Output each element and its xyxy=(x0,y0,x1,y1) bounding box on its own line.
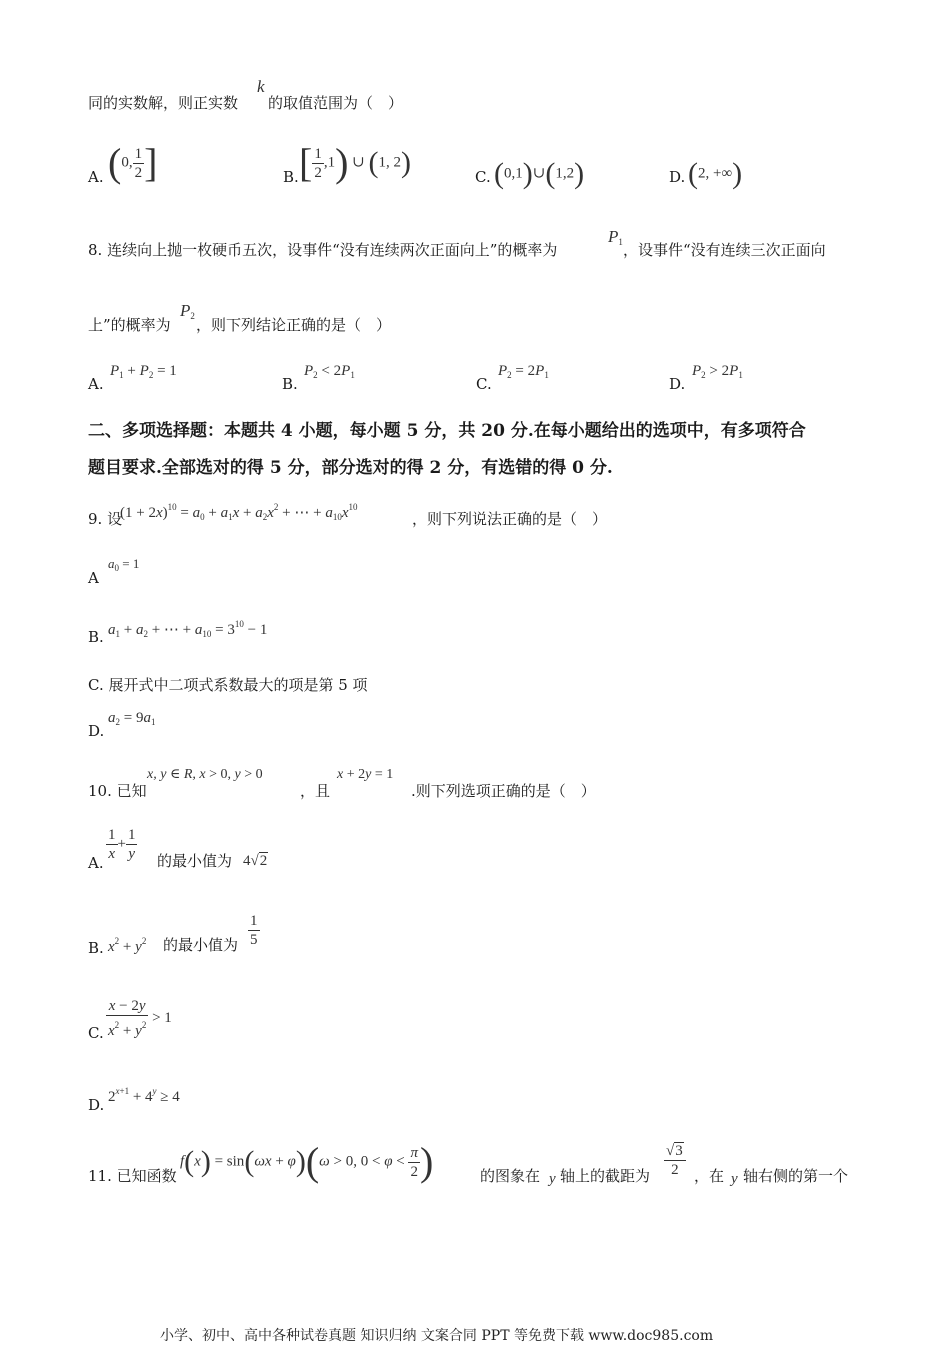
q10-option-c-label[interactable]: C. xyxy=(88,1024,104,1042)
q8-option-c-math: $P_2 = 2P_1$ xyxy=(498,363,549,380)
q10-option-b-value: $\frac{1}{5}$ xyxy=(250,913,258,948)
q10-option-b-math: $x^2 + y^2$ xyxy=(108,936,147,955)
q8-option-d-label[interactable]: D. xyxy=(669,375,686,393)
q8-p2: $P_2$ xyxy=(180,301,195,321)
section-2-heading-line1: 二、多项选择题：本题共 4 小题，每小题 5 分，共 20 分.在每小题给出的选项中，有多项符合 xyxy=(88,421,806,441)
page-footer: 小学、初中、高中各种试卷真题 知识归纳 文案合同 PPT 等免费下载 www.doc985.com xyxy=(160,1328,714,1344)
q10-option-d-label[interactable]: D. xyxy=(88,1096,105,1114)
q8-option-d-math: $P_2 > 2P_1$ xyxy=(692,363,743,380)
q9-option-a-label[interactable]: A xyxy=(88,569,99,587)
q9-option-d-math: $a_2 = 9a_1$ xyxy=(108,710,156,727)
q9-option-d-label[interactable]: D. xyxy=(88,722,105,740)
q7-option-c-label[interactable]: C. xyxy=(475,168,491,186)
q7-option-c-math: (0,1)∪(1,2) xyxy=(494,157,585,190)
q10-option-a-math: $\frac{1}{x}$ + $\frac{1}{y}$ xyxy=(108,827,136,862)
q7-option-a-math: (0, $\frac{1}{2}$ ] xyxy=(108,140,158,185)
q7-line: 同的实数解，则正实数 xyxy=(88,94,239,112)
q10-condition: x, y ∈ R, x > 0, y > 0 xyxy=(147,767,263,782)
q11-y-axis-2: y xyxy=(731,1171,738,1187)
q9-prefix: 9. 设 xyxy=(88,510,123,528)
q11-prefix: 11. 已知函数 xyxy=(88,1167,177,1185)
q9-option-c[interactable]: C. 展开式中二项式系数最大的项是第 5 项 xyxy=(88,676,368,694)
q8-option-c-label[interactable]: C. xyxy=(476,375,492,393)
q11-function: f(x) = sin(ωx + φ)(ω > 0, 0 < φ < $\frac{\pi}{2}$ ) xyxy=(180,1139,434,1184)
q8-option-a-label[interactable]: A. xyxy=(88,375,104,393)
q8-line1-a: 8. 连续向上抛一枚硬币五次，设事件“没有连续两次正面向上”的概率为 xyxy=(88,241,558,259)
q11-intercept-value: $\frac{√3}{2}$ xyxy=(664,1142,686,1179)
q9-option-b-math: $a_1 + a_2$ + ⋯ + $a_{10} = 3^{10} - 1$ xyxy=(108,619,268,639)
q10-constraint: x + 2y = 1 xyxy=(337,767,394,782)
q7-option-a-label[interactable]: A. xyxy=(88,168,104,186)
q9-option-a-math: $a_0 = 1$ xyxy=(108,556,140,573)
q10-option-a-text: 的最小值为 xyxy=(157,852,233,870)
q8-line2-b: ，则下列结论正确的是（ ） xyxy=(196,316,392,334)
q11-t3: ，在 xyxy=(694,1167,725,1185)
q7-option-d-math: (2, +∞) xyxy=(688,157,743,190)
q8-option-b-label[interactable]: B. xyxy=(282,375,298,393)
q8-option-b-math: $P_2 < 2P_1$ xyxy=(304,363,355,380)
q10-option-b-label[interactable]: B. xyxy=(88,939,104,957)
q7-option-b-math: [ $\frac{1}{2}$ ,1) ∪ (1, 2) xyxy=(299,140,411,185)
q9-expansion: $(1 + 2x)^{10} = a_0 + a_1x + a_2x^2$ + ⋯ + $a_{10}x^{10}$ xyxy=(120,502,358,522)
q10-tail: .则下列选项正确的是（ ） xyxy=(411,782,596,800)
q10-prefix: 10. 已知 xyxy=(88,782,147,800)
q10-option-c-math: $\frac{x - 2y}{x^2 + y^2}$ > 1 xyxy=(108,998,172,1039)
q8-p1: $P_1$ xyxy=(608,227,623,247)
q11-t1: 的图象在 xyxy=(480,1167,541,1185)
q10-option-a-value: 4√2 xyxy=(243,853,268,869)
q7-option-b-label[interactable]: B. xyxy=(283,168,299,186)
q10-mid: ，且 xyxy=(300,782,331,800)
q9-tail: ，则下列说法正确的是（ ） xyxy=(412,510,608,528)
q8-option-a-math: $P_1 + P_2 = 1$ xyxy=(110,363,177,380)
q8-line2-a: 上”的概率为 xyxy=(88,316,171,334)
section-2-heading-line2: 题目要求.全部选对的得 5 分，部分选对的得 2 分，有选错的得 0 分. xyxy=(88,458,613,478)
q10-option-d-math: $2^{x+1} + 4^y \ge 4$ xyxy=(108,1086,180,1105)
q10-option-b-text: 的最小值为 xyxy=(163,936,239,954)
q8-line1-b: ，设事件“没有连续三次正面向 xyxy=(623,241,826,259)
q7-tail: 的取值范围为（ ） xyxy=(268,94,404,112)
q9-option-b-label[interactable]: B. xyxy=(88,628,104,646)
q11-t4: 轴右侧的第一个 xyxy=(743,1167,849,1185)
q10-option-a-label[interactable]: A. xyxy=(88,854,104,872)
q7-option-d-label[interactable]: D. xyxy=(669,168,686,186)
q7-var-k: k xyxy=(257,77,265,96)
q11-t2: 轴上的截距为 xyxy=(560,1167,651,1185)
q11-y-axis-1: y xyxy=(549,1171,556,1187)
